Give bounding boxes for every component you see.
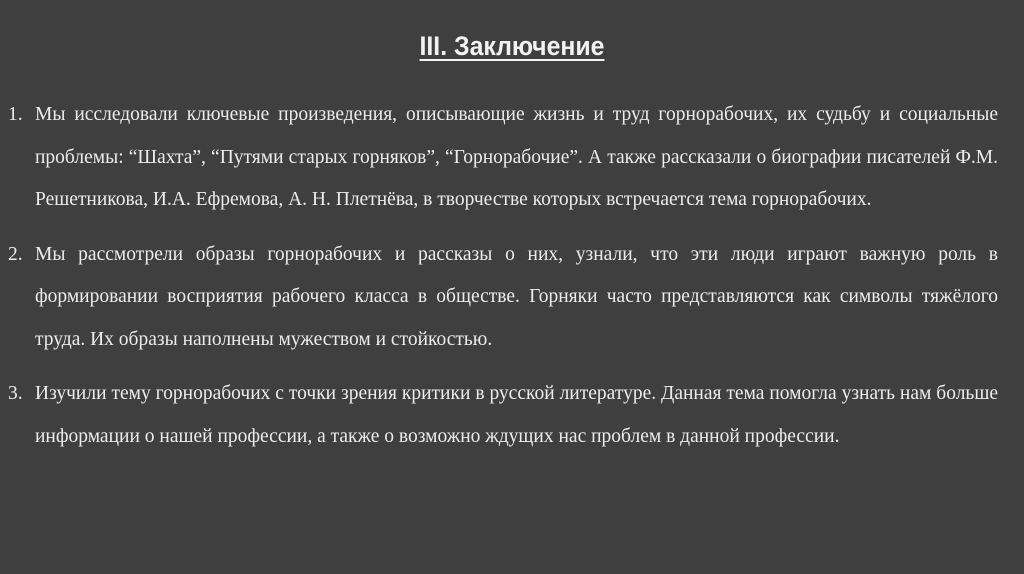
list-item — [8, 373, 998, 458]
list-item — [8, 94, 998, 222]
list-item-text: Мы рассмотрели образы горнорабочих и рассказы о них, узнали, что эти люди играют важную роль в формировании восприятия рабочего класса в обществе. Горняки часто представляются как символы тяжёлого труда. Их образы наполнены мужеством и стойкостью. — [35, 243, 998, 350]
list-item-text: Мы исследовали ключевые произведения, описывающие жизнь и труд горнорабочих, их судьбу и социальные проблемы: “Шахта”, “Путями старых горняков”, “Горнорабочие”. А также рассказали о биографии писателей Ф.М. Решетникова, И.А. Ефремова, А. Н. Плетнёва, в творчестве которых встречается тема горнорабочих. — [35, 104, 998, 210]
slide-title: III. Заключение — [419, 31, 605, 61]
list-item-number: 3. — [8, 383, 23, 404]
list-item-text: Изучили тему горнорабочих с точки зрения критики в русской литературе. Данная тема помогла узнать нам больше информации о нашей профессии, а также о возможно ждущих нас проблем в данной профессии. — [35, 383, 998, 447]
list-item-number: 2. — [8, 243, 23, 265]
list-item-number: 1. — [8, 104, 23, 125]
list-item — [8, 234, 998, 362]
conclusion-list — [8, 94, 998, 458]
